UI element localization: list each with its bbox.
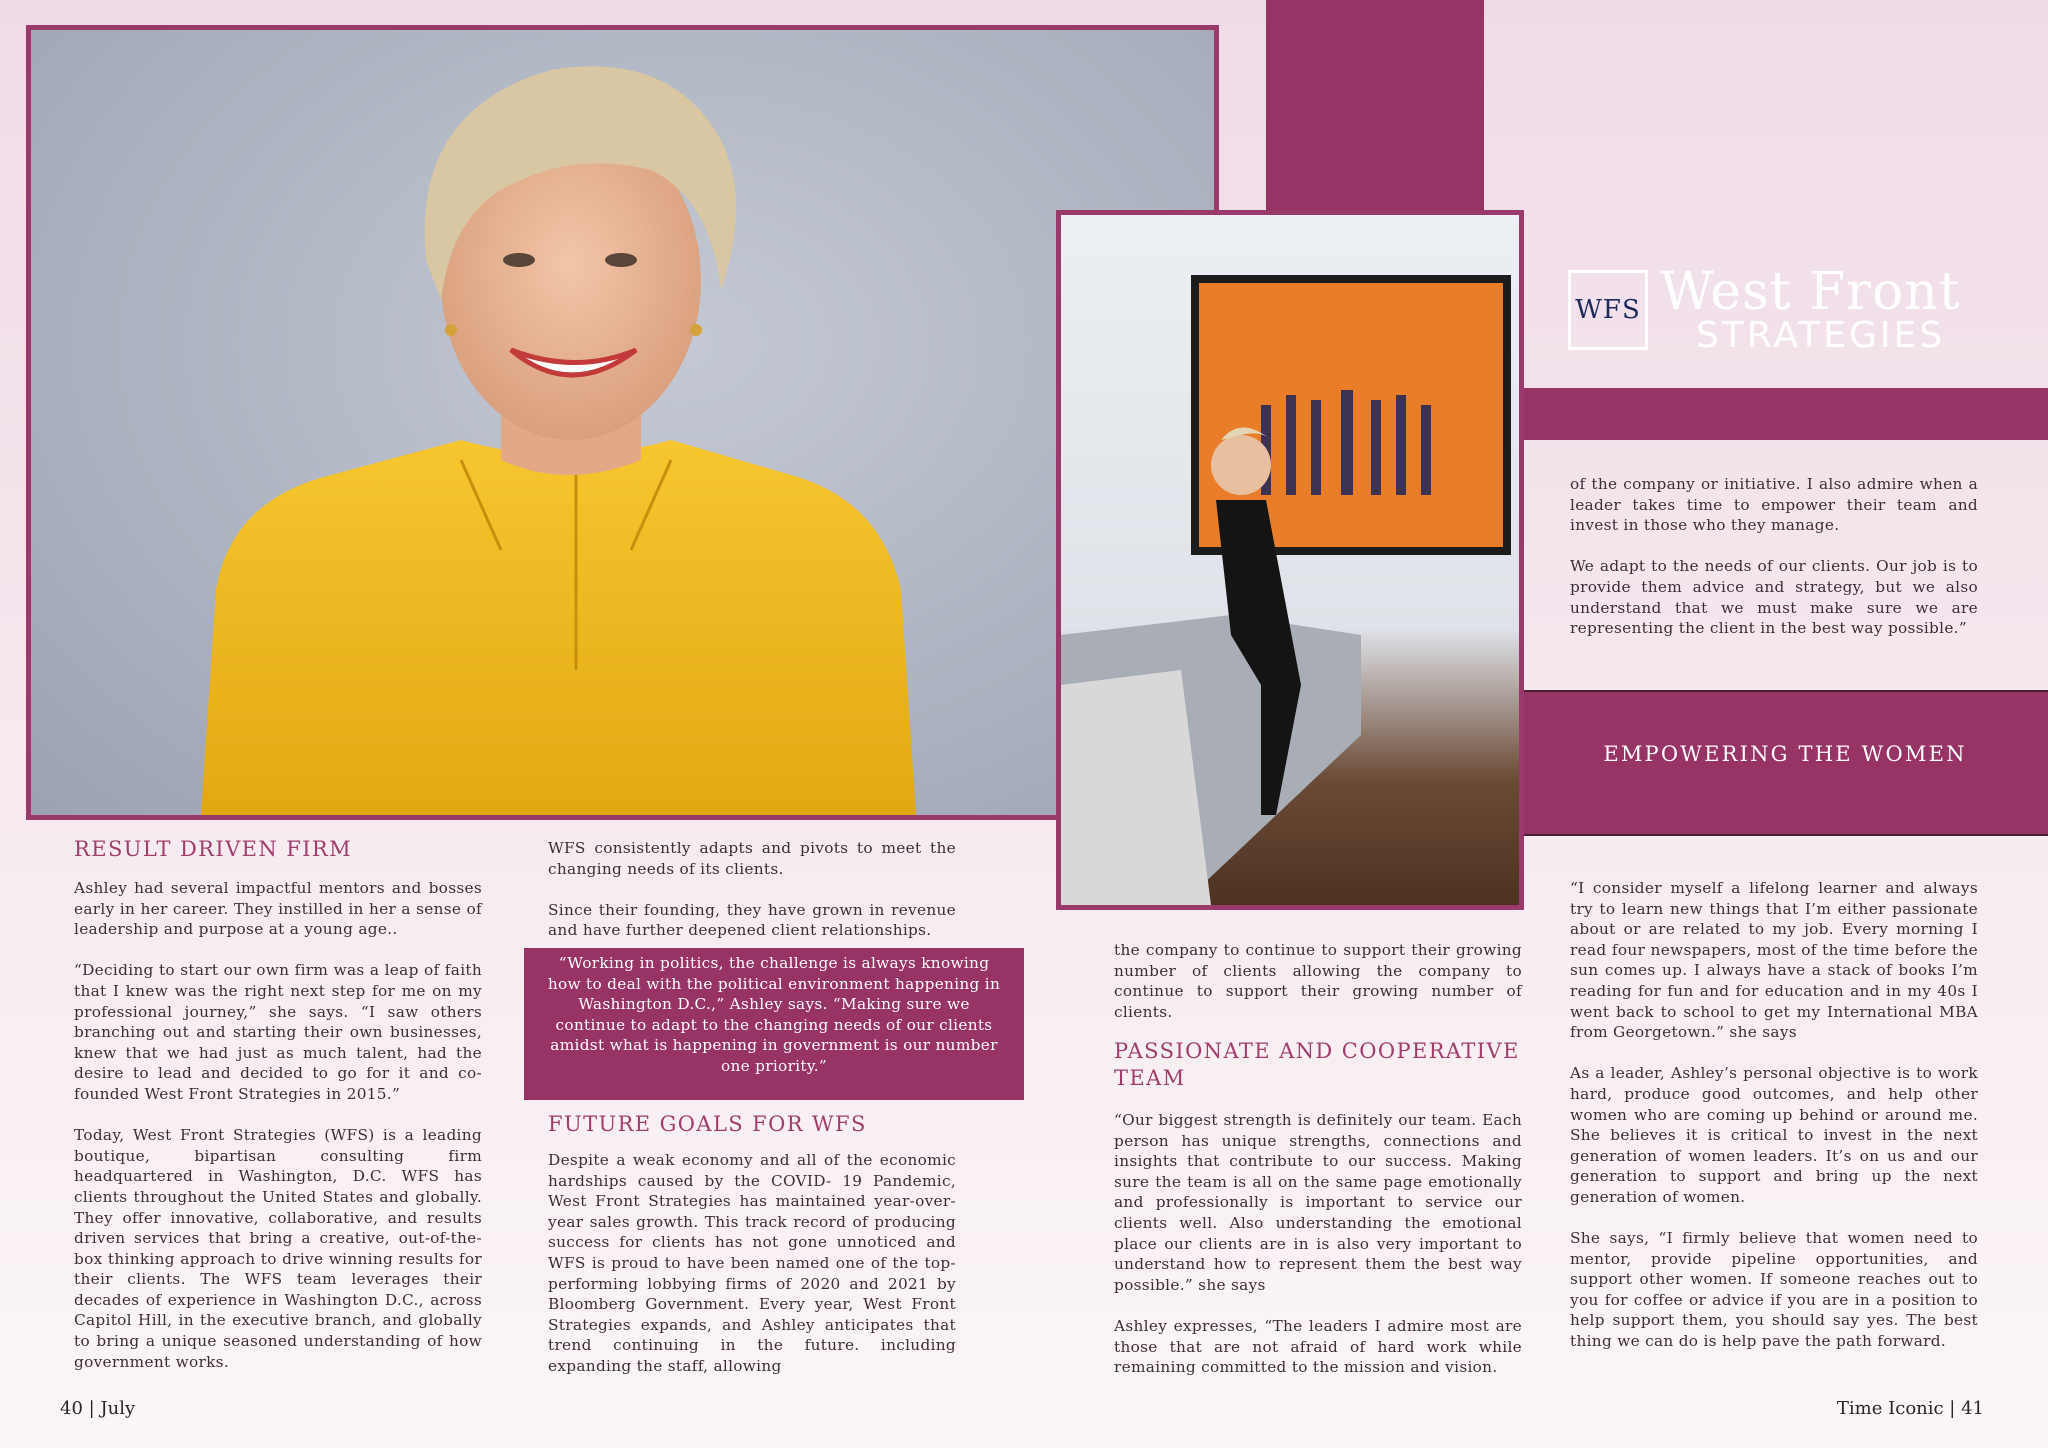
paragraph: Today, West Front Strategies (WFS) is a leading boutique, bipartisan consulting firm headquartered in Washington, D.C. WFS has clients throughout the United States and globally. They offer innovative, collaborative, and results driven services that bring a creative, out-of-the-box thinking approach to drive winning results for their clients. The WFS team leverages their decades of experience in Washington D.C., across Capitol Hill, in the executive branch, and globally to bring a unique seasoned understanding of how government works. [74,1126,482,1371]
page-folio-left: 40 | July [60,1398,136,1419]
column-3-top-text [1114,940,1522,1022]
logo-monogram: WFS [1575,295,1641,325]
company-logo [1568,262,1998,358]
logo-name: West Front [1660,262,1961,322]
column-1-text [74,878,482,1372]
paragraph: “I consider myself a lifelong learner and always try to learn new things that I’m either passionate about or are related to my job. Every morning I read four newspapers, most of the time before the sun comes up. I always have a stack of books I’m reading for fun and for education and in my 40s I went back to school to get my International MBA from Georgetown.” she says [1570,879,1978,1042]
future-goals-heading: FUTURE GOALS FOR WFS [548,1112,867,1136]
pull-quote: “Working in politics, the challenge is always knowing how to deal with the political environment happening in Washington D.C.,” Ashley says. “Making sure we continue to adapt to the changing needs of our clients amidst what is happening in government is our number one priority.” [524,948,1024,1100]
empowering-heading: EMPOWERING THE WOMEN [1603,742,1967,766]
paragraph: of the company or initiative. I also admire when a leader takes time to empower their team and invest in those who they manage. [1570,475,1978,535]
column-4-bottom-text [1570,878,1978,1352]
portrait-illustration [31,30,1214,815]
column-2-bottom-text [548,1150,956,1377]
logo-subtitle: STRATEGIES [1696,315,1946,356]
accent-band-middle [1522,388,2048,440]
portrait-photo [26,25,1219,820]
paragraph: “Our biggest strength is definitely our team. Each person has unique strengths, connections and insights that contribute to our success. Making sure the team is all on the same page emotionally and professionally is important to service our clients well. Also understanding the emotional place our clients are in is also very important to understand how to represent them the best way possible.” she says [1114,1111,1522,1294]
column-4-top-text [1570,474,1978,639]
column-2-top-text [548,838,956,941]
paragraph: Ashley had several impactful mentors and bosses early in her career. They instilled in her a sense of leadership and purpose at a young age.. [74,879,482,939]
paragraph: As a leader, Ashley’s personal objective is to work hard, produce good outcomes, and help other women who are coming up behind or around me. She believes it is critical to invest in the next generation of women leaders. It’s on us and our generation to support and bring up the next generation of women. [1570,1064,1978,1206]
passionate-team-heading: PASSIONATE AND COOPERATIVE TEAM [1114,1039,1520,1090]
interior-photo [1056,210,1524,910]
logo-monogram-box [1568,270,1648,350]
paragraph: WFS consistently adapts and pivots to meet the changing needs of its clients. [548,839,956,878]
interior-illustration [1061,215,1519,905]
paragraph: “Deciding to start our own firm was a leap of faith that I knew was the right next step for me on my professional journey,” she says. “I saw others branching out and starting their own businesses, knew that we had just as much talent, had the desire to lead and decided to go for it and co-founded West Front Strategies in 2015.” [74,961,482,1103]
page-folio-right: Time Iconic | 41 [1836,1398,1984,1419]
accent-band-top [1266,0,1484,212]
paragraph: the company to continue to support their growing number of clients allowing the company to continue to support their growing number of clients. [1114,941,1522,1021]
paragraph: Despite a weak economy and all of the economic hardships caused by the COVID- 19 Pandemic, West Front Strategies has maintained year-over-year sales growth. This track record of producing success for clients has not gone unnoticed and WFS is proud to have been named one of the top- performing lobbying firms of 2020 and 2021 by Bloomberg Government. Every year, West Front Strategies expands, and Ashley anticipates that trend continuing in the future. including expanding the staff, allowing [548,1151,956,1375]
paragraph: She says, “I firmly believe that women need to mentor, provide pipeline opportunities, and support other women. If someone reaches out to you for coffee or advice if you are in a position to help support them, you should say yes. The best thing we can do is help pave the path forward. [1570,1229,1978,1351]
paragraph: Since their founding, they have grown in revenue and have further deepened client relationships. [548,900,956,940]
paragraph: Ashley expresses, “The leaders I admire most are those that are not afraid of hard work while remaining committed to the mission and vision. [1114,1316,1522,1377]
result-driven-heading: RESULT DRIVEN FIRM [74,837,353,861]
paragraph: We adapt to the needs of our clients. Our job is to provide them advice and strategy, but we also understand that we must make sure we are representing the client in the best way possible.” [1570,557,1978,638]
column-3-bottom-text [1114,1110,1522,1378]
